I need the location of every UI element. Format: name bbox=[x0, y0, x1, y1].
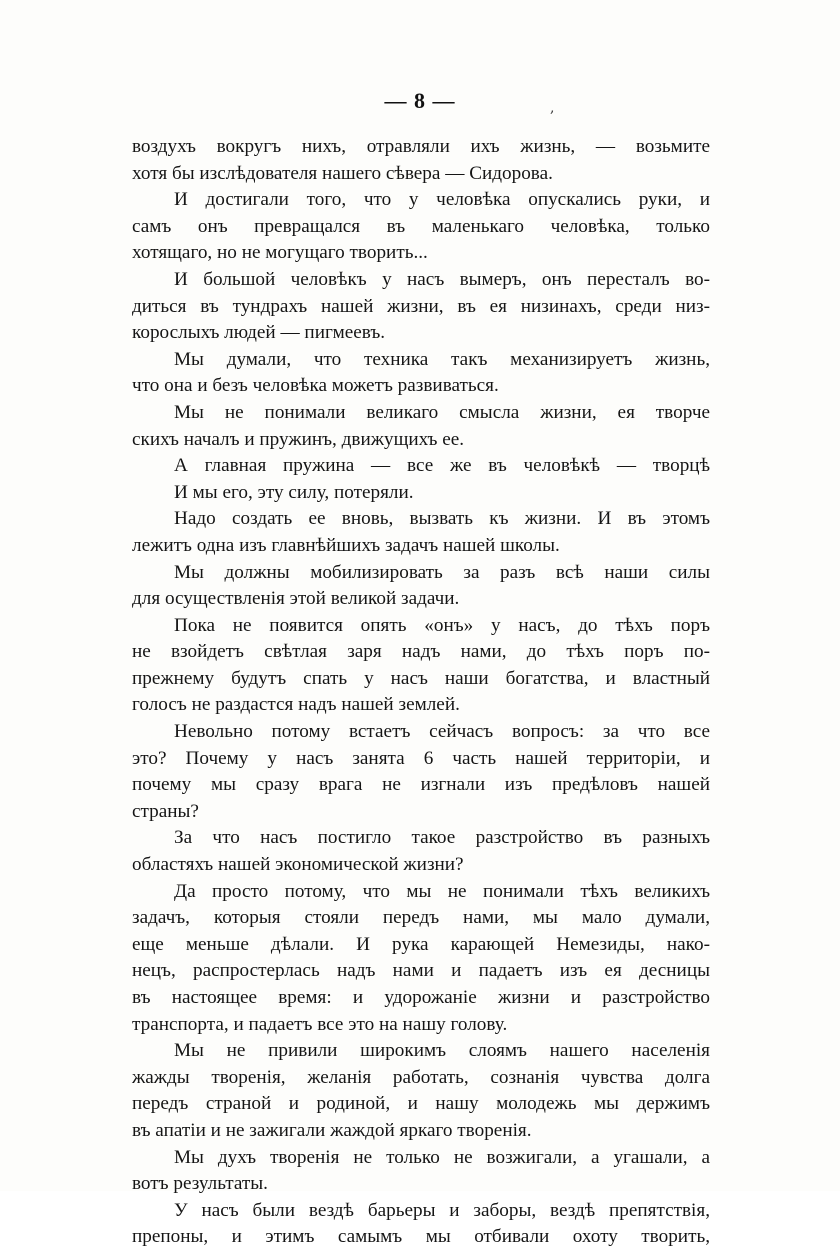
text-line: диться въ тундрахъ нашей жизни, въ ея низинахъ, среди низ- bbox=[132, 295, 710, 317]
text-line: это? Почему у насъ занята 6 часть нашей территоріи, и bbox=[132, 747, 710, 769]
text-line: За что насъ постигло такое разстройство въ разныхъ bbox=[174, 827, 710, 849]
text-line: хотящаго, но не могущаго творить... bbox=[132, 242, 428, 264]
text-line: Пока не появится опять «онъ» у насъ, до тѣхъ поръ bbox=[174, 614, 710, 636]
text-line: У насъ были вездѣ барьеры и заборы, вездѣ препятствія, bbox=[174, 1199, 710, 1221]
text-line: лежитъ одна изъ главнѣйшихъ задачъ нашей школы. bbox=[132, 534, 560, 556]
text-line: Мы думали, что техника такъ механизируетъ жизнь, bbox=[174, 348, 710, 370]
text-line: А главная пружина — все же въ человѣкѣ — творцѣ bbox=[174, 455, 710, 477]
text-line: областяхъ нашей экономической жизни? bbox=[132, 854, 464, 876]
text-line: почему мы сразу врага не изгнали изъ предѣловъ нашей bbox=[132, 774, 710, 796]
text-line: передъ страной и родиной, и нашу молодежь мы держимъ bbox=[132, 1093, 710, 1115]
page-number: — 8 — bbox=[384, 88, 456, 113]
text-line: И мы его, эту силу, потеряли. bbox=[174, 481, 414, 503]
text-line: нецъ, распростерлась надъ нами и падаетъ изъ ея десницы bbox=[132, 960, 710, 982]
text-line: Мы не привили широкимъ слоямъ нашего населенія bbox=[174, 1040, 710, 1062]
text-line: корослыхъ людей — пигмеевъ. bbox=[132, 322, 386, 344]
text-line: самъ онъ превращался въ маленькаго человѣка, только bbox=[132, 215, 710, 237]
text-line: Невольно потому встаетъ сейчасъ вопросъ: за что все bbox=[174, 721, 710, 743]
text-line: Да просто потому, что мы не понимали тѣхъ великихъ bbox=[174, 880, 710, 902]
text-line: еще меньше дѣлали. И рука карающей Немезиды, нако- bbox=[132, 933, 710, 955]
text-line: голосъ не раздастся надъ нашей землей. bbox=[132, 694, 460, 716]
text-line: въ настоящее время: и удорожаніе жизни и разстройство bbox=[132, 987, 710, 1008]
text-line: что она и безъ человѣка можетъ развиваться. bbox=[132, 375, 499, 397]
text-line: И достигали того, что у человѣка опускались руки, и bbox=[174, 189, 710, 211]
text-line: воздухъ вокругъ нихъ, отравляли ихъ жизнь, — возьмите bbox=[132, 136, 710, 157]
text-line: вотъ результаты. bbox=[132, 1173, 268, 1195]
text-line: прежнему будутъ спать у насъ наши богатства, и властный bbox=[132, 667, 710, 689]
text-line: для осуществленія этой великой задачи. bbox=[132, 588, 460, 610]
text-line: Мы должны мобилизировать за разъ всѣ наши силы bbox=[174, 561, 710, 583]
text-line: хотя бы изслѣдователя нашего сѣвера — Сидорова. bbox=[132, 162, 553, 184]
text-line: не взойдетъ свѣтлая заря надъ нами, до тѣхъ поръ по- bbox=[132, 641, 710, 663]
text-line: скихъ началъ и пружинъ, движущихъ ее. bbox=[132, 428, 465, 450]
body-text bbox=[132, 134, 710, 1251]
text-line: въ апатіи и не зажигали жаждой яркаго творенія. bbox=[132, 1119, 532, 1141]
stray-print-mark: , bbox=[550, 100, 555, 116]
text-line: Мы духъ творенія не только не возжигали, а угашали, а bbox=[174, 1146, 710, 1168]
text-line: жажды творенія, желанія работать, сознанія чувства долга bbox=[132, 1066, 710, 1088]
text-line: Надо создать ее вновь, вызвать къ жизни. И въ этомъ bbox=[174, 508, 710, 530]
text-line: транспорта, и падаетъ все это на нашу голову. bbox=[132, 1013, 508, 1035]
text-line: препоны, и этимъ самымъ мы отбивали охоту творить, bbox=[132, 1226, 710, 1248]
text-line: Мы не понимали великаго смысла жизни, ея творче bbox=[174, 401, 710, 423]
text-line: И большой человѣкъ у насъ вымеръ, онъ пересталъ во- bbox=[174, 268, 710, 290]
text-line: задачъ, которыя стояли передъ нами, мы мало думали, bbox=[132, 907, 710, 929]
text-line: страны? bbox=[132, 800, 199, 822]
